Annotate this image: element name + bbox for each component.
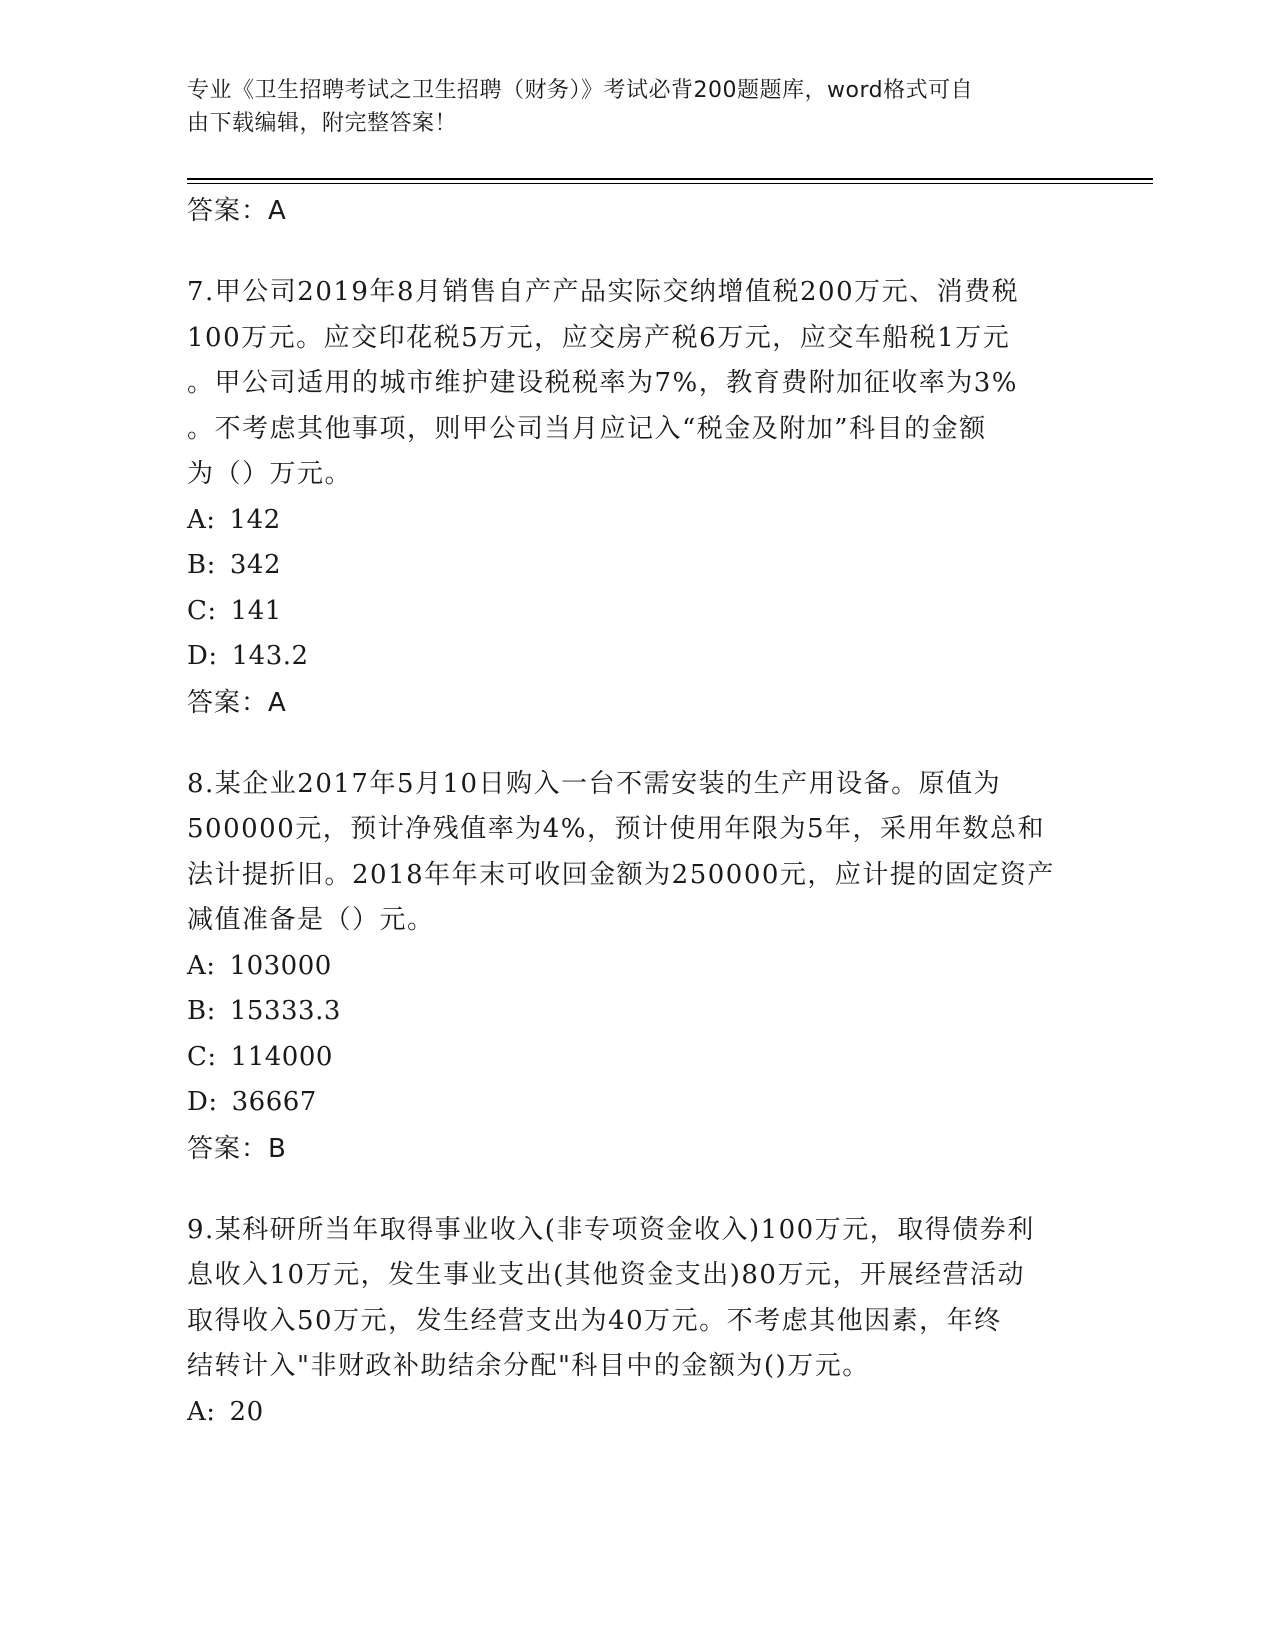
option-value: 143.2 (231, 641, 309, 671)
option-a (187, 944, 1087, 990)
question-text-line: 息收入10万元，发生事业支出(其他资金支出)80万元，开展经营活动 (187, 1260, 1025, 1290)
option-key: B: (187, 996, 216, 1026)
option-value: 20 (229, 1396, 264, 1427)
question-text-line: 7.甲公司2019年8月销售自产产品实际交纳增值税200万元、消费税 (187, 277, 1020, 307)
question-8 (187, 762, 1087, 944)
header-rule-thick (187, 178, 1153, 180)
answer-label: 答案：B (187, 1133, 287, 1164)
question-text-line: 减值准备是（）元。 (187, 905, 435, 935)
option-key: A: (187, 504, 216, 535)
option-d (187, 634, 1087, 680)
option-b (187, 543, 1087, 589)
option-value: 342 (229, 550, 282, 580)
header-line-2: 由下载编辑，附完整答案！ (187, 111, 458, 136)
answer-label: 答案：A (187, 687, 287, 718)
question-text-line: 取得收入50万元，发生经营支出为40万元。不考虑其他因素，年终 (187, 1305, 1002, 1336)
option-key: A: (187, 950, 216, 981)
option-a (187, 498, 1087, 544)
option-key: C: (187, 1041, 217, 1072)
spacer (187, 726, 1087, 762)
spacer (187, 1172, 1087, 1208)
header-rule-thin (187, 183, 1153, 184)
option-a (187, 1390, 1087, 1436)
spacer (187, 234, 1087, 270)
question-text-line: 结转计入"非财政补助结余分配"科目中的金额为()万元。 (187, 1351, 870, 1381)
option-value: 15333.3 (229, 996, 341, 1026)
question-text-line: 法计提折旧。2018年年末可收回金额为250000元，应计提的固定资产 (187, 859, 1055, 890)
question-7 (187, 270, 1087, 498)
option-c (187, 1035, 1087, 1081)
question-text-line: 。甲公司适用的城市维护建设税税率为7%，教育费附加征收率为3% (187, 368, 1018, 398)
option-key: D: (187, 1087, 218, 1117)
option-key: D: (187, 641, 218, 671)
option-value: 142 (229, 504, 281, 535)
option-key: C: (187, 595, 217, 626)
option-key: B: (187, 550, 216, 580)
option-b (187, 989, 1087, 1035)
question-text-line: 8.某企业2017年5月10日购入一台不需安装的生产用设备。原值为 (187, 768, 1002, 799)
option-key: A: (187, 1396, 216, 1427)
option-value: 103000 (229, 950, 332, 981)
question-text-line: 500000元，预计净残值率为4%，预计使用年限为5年，采用年数总和 (187, 814, 1046, 844)
question-9 (187, 1208, 1087, 1390)
option-c (187, 589, 1087, 635)
question-text-line: 。不考虑其他事项，则甲公司当月应记入“税金及附加”科目的金额 (187, 413, 987, 444)
header-line-1: 专业《卫生招聘考试之卫生招聘（财务）》考试必背200题题库，word格式可自 (187, 78, 974, 103)
document-header (187, 74, 1067, 140)
option-value: 114000 (230, 1041, 333, 1072)
option-value: 36667 (231, 1087, 317, 1117)
answer-label: 答案：A (187, 196, 287, 226)
option-value: 141 (230, 595, 282, 626)
option-d (187, 1080, 1087, 1126)
question-text-line: 9.某科研所当年取得事业收入(非专项资金收入)100万元，取得债券利 (187, 1214, 1035, 1245)
question-text-line: 为（）万元。 (187, 459, 353, 489)
document-body (187, 188, 1087, 1435)
question-text-line: 100万元。应交印花税5万元，应交房产税6万元，应交车船税1万元 (187, 322, 1011, 353)
